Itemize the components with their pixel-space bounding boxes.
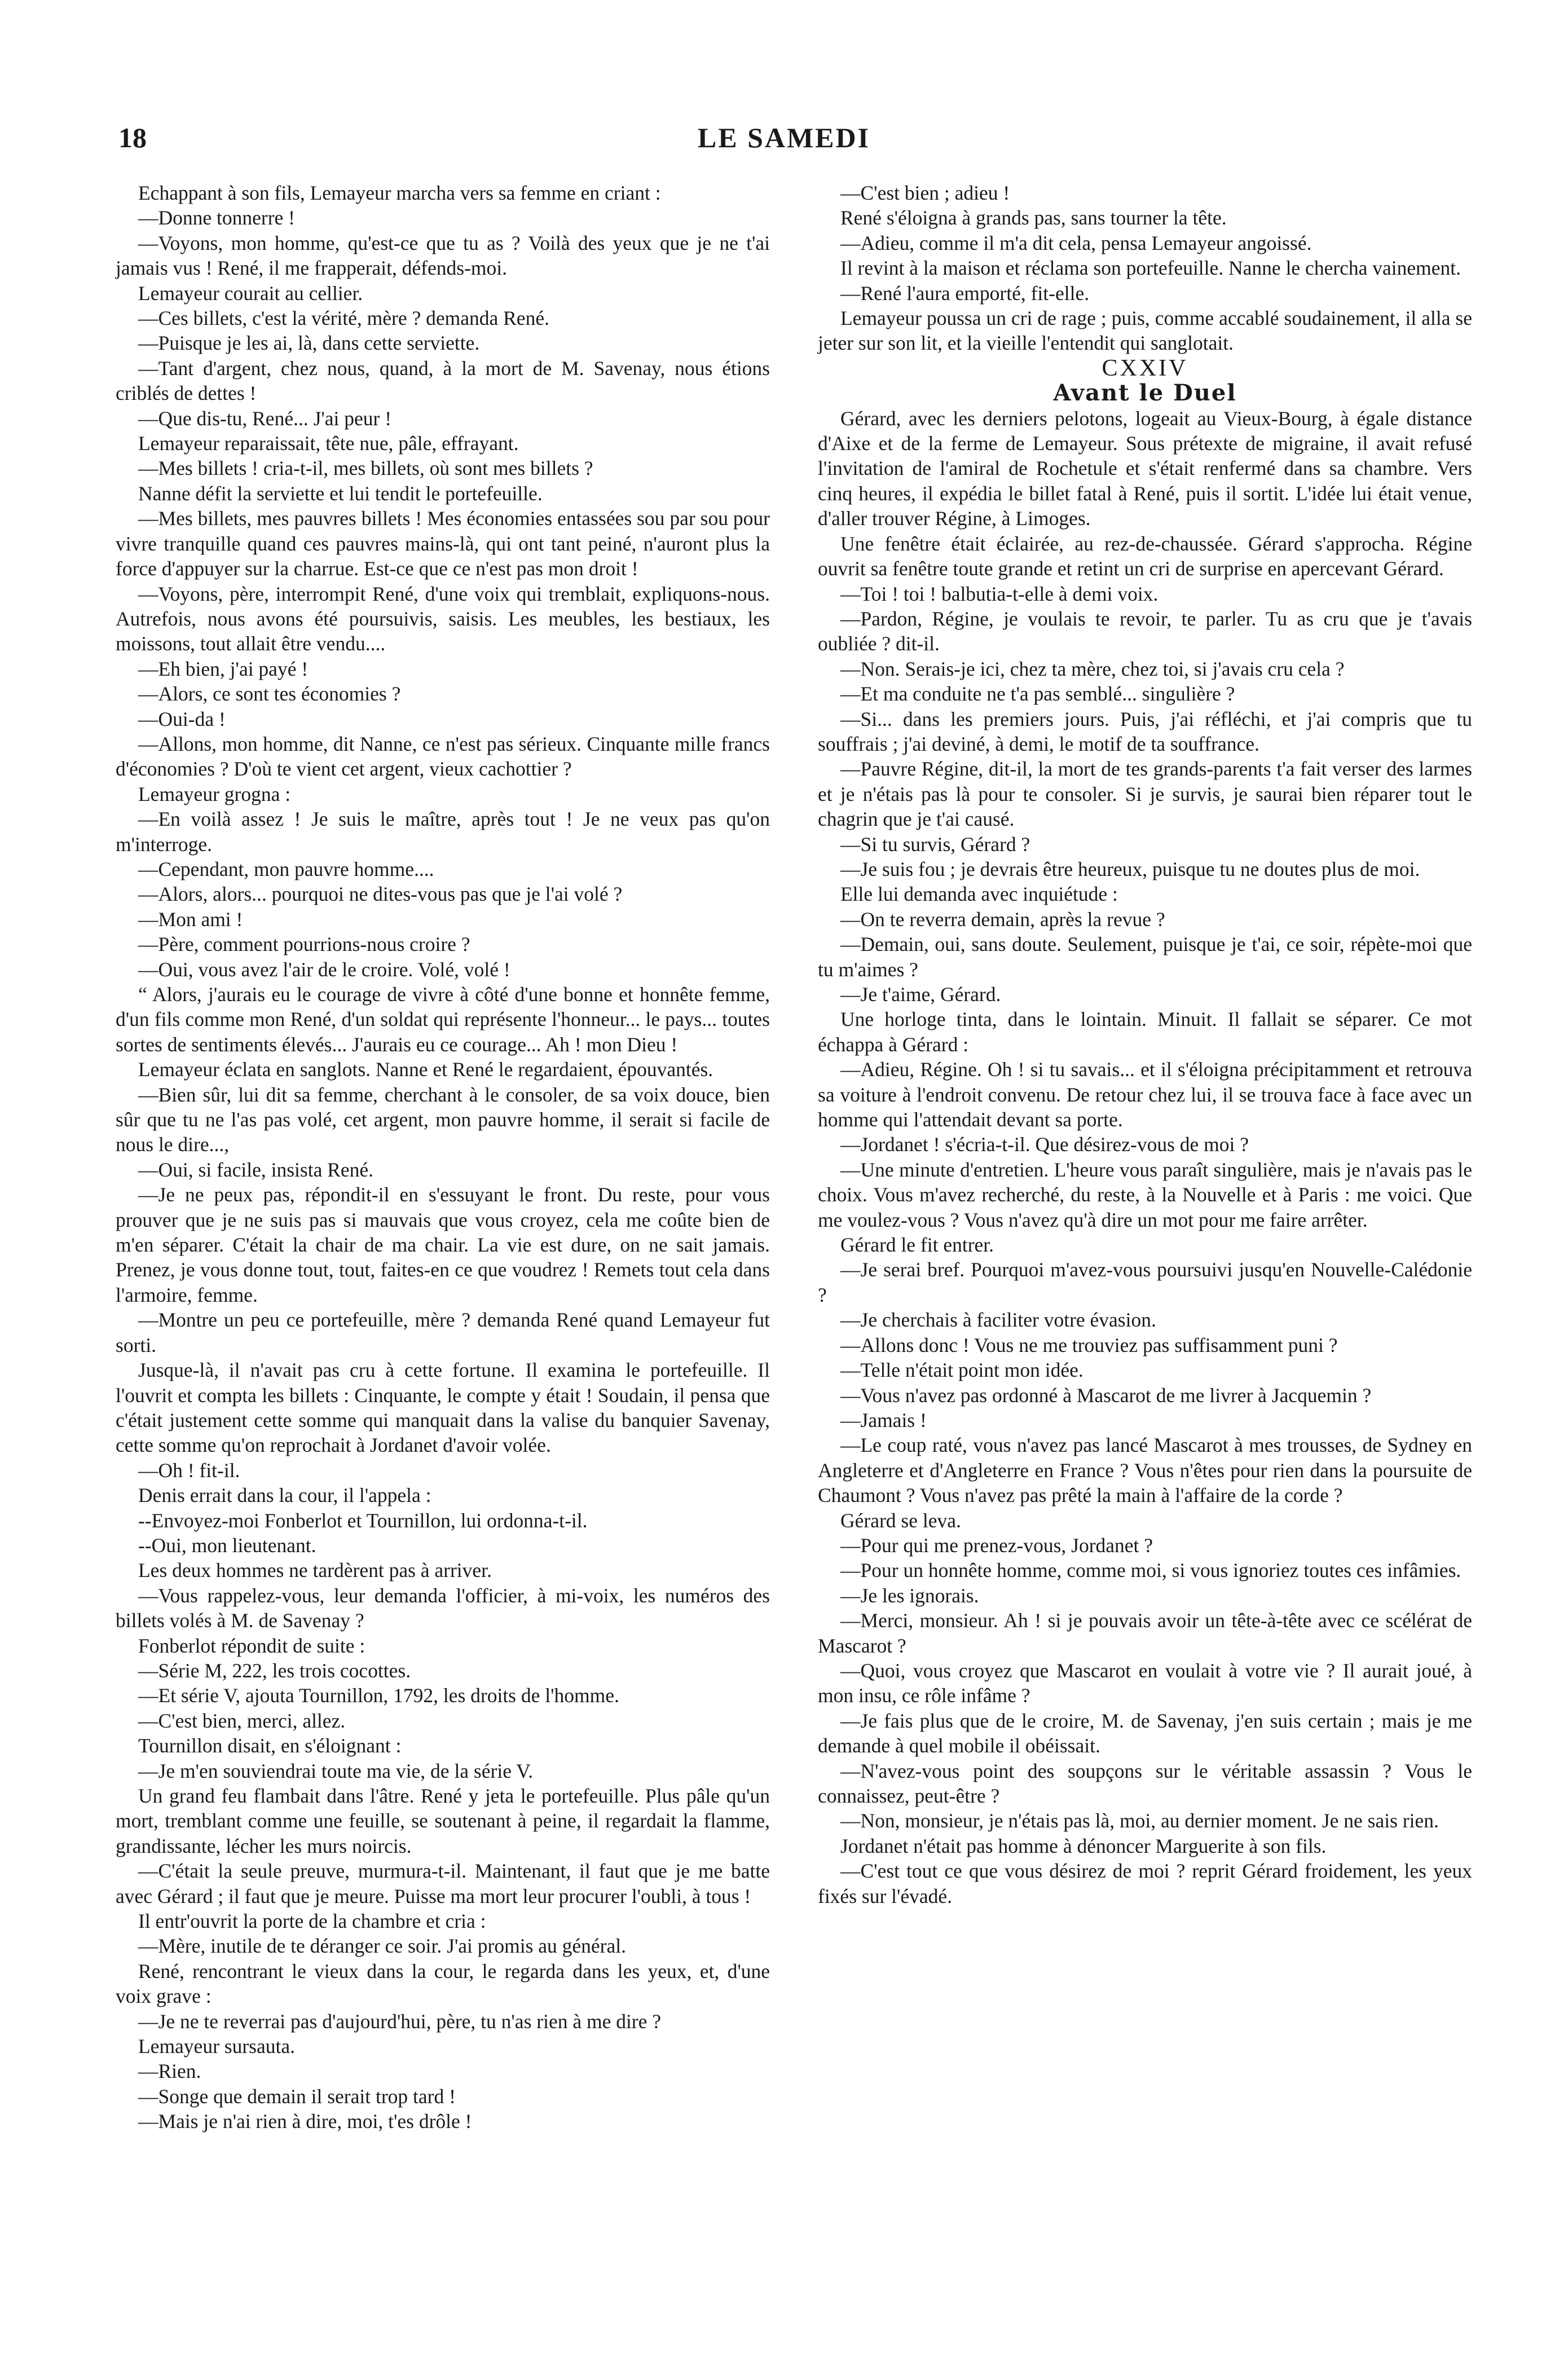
paragraph: —Puisque je les ai, là, dans cette serviette. bbox=[138, 332, 480, 355]
paragraph: —En voilà assez ! Je suis le maître, après tout ! Je ne veux pas qu'on m'interroge. bbox=[116, 808, 770, 856]
paragraph: —Quoi, vous croyez que Mascarot en voulait à votre vie ? Il aurait joué, à mon insu, ce rôle infâme ? bbox=[818, 1659, 1472, 1707]
paragraph: —Songe que demain il serait trop tard ! bbox=[138, 2085, 456, 2108]
paragraph: —Pour qui me prenez-vous, Jordanet ? bbox=[840, 1534, 1153, 1557]
paragraph: Denis errait dans la cour, il l'appela : bbox=[138, 1484, 431, 1507]
paragraph: —Que dis-tu, René... J'ai peur ! bbox=[138, 407, 392, 430]
paragraph: Lemayeur reparaissait, tête nue, pâle, effrayant. bbox=[138, 432, 519, 455]
paragraph: Lemayeur éclata en sanglots. Nanne et René le regardaient, épouvantés. bbox=[138, 1058, 713, 1081]
paragraph: —Eh bien, j'ai payé ! bbox=[138, 657, 309, 680]
right-column-top-text bbox=[818, 180, 1472, 356]
paragraph: Il revint à la maison et réclama son portefeuille. Nanne le chercha vainement. bbox=[840, 257, 1461, 280]
paragraph: —Et ma conduite ne t'a pas semblé... singulière ? bbox=[840, 682, 1235, 706]
paragraph: —Adieu, comme il m'a dit cela, pensa Lemayeur angoissé. bbox=[840, 231, 1312, 254]
paragraph: —Oh ! fit-il. bbox=[138, 1459, 240, 1482]
paragraph: —Et série V, ajouta Tournillon, 1792, les droits de l'homme. bbox=[138, 1684, 619, 1707]
paragraph: —Non, monsieur, je n'étais pas là, moi, au dernier moment. Je ne sais rien. bbox=[840, 1809, 1439, 1832]
paragraph: —Pardon, Régine, je voulais te revoir, te parler. Tu as cru que je t'avais oubliée ? dit-il. bbox=[818, 607, 1472, 655]
paragraph: Gérard, avec les derniers pelotons, logeait au Vieux-Bourg, à égale distance d'Aixe et de la ferme de Lemayeur. Sous prétexte de migraine, il avait refusé l'invitation de l'amiral de Rochetule et s'était renfermé dans sa chambre. Vers cinq heures, il expédia le billet fatal à René, puis il sortit. L'idée lui était venue, d'aller trouver Régine, à Limoges. bbox=[818, 407, 1472, 530]
paragraph: —Je t'aime, Gérard. bbox=[840, 983, 1001, 1006]
paragraph: —C'est bien, merci, allez. bbox=[138, 1709, 346, 1732]
paragraph: Jordanet n'était pas homme à dénoncer Marguerite à son fils. bbox=[840, 1834, 1327, 1857]
paragraph: René s'éloigna à grands pas, sans tourner la tête. bbox=[840, 206, 1227, 230]
paragraph: Gérard le fit entrer. bbox=[840, 1233, 994, 1257]
paragraph: —Jamais ! bbox=[840, 1408, 927, 1431]
paragraph: —Non. Serais-je ici, chez ta mère, chez toi, si j'avais cru cela ? bbox=[840, 657, 1345, 680]
paragraph: —René l'aura emporté, fit-elle. bbox=[840, 281, 1090, 305]
right-column bbox=[818, 180, 1472, 1909]
paragraph: —Je fais plus que de le croire, M. de Savenay, j'en suis certain ; mais je me demande à quel mobile il obéissait. bbox=[818, 1709, 1472, 1757]
paragraph: Fonberlot répondit de suite : bbox=[138, 1634, 365, 1657]
paragraph: —Ces billets, c'est la vérité, mère ? demanda René. bbox=[138, 307, 549, 330]
paragraph: —Je serai bref. Pourquoi m'avez-vous poursuivi jusqu'en Nouvelle-Calédonie ? bbox=[818, 1258, 1472, 1306]
paragraph: --Envoyez-moi Fonberlot et Tournillon, lui ordonna-t-il. bbox=[138, 1509, 588, 1532]
paragraph: Elle lui demanda avec inquiétude : bbox=[840, 883, 1118, 906]
paragraph: —Si... dans les premiers jours. Puis, j'ai réfléchi, et j'ai compris que tu souffrais ; j'ai deviné, à demi, le motif de ta souffrance. bbox=[818, 707, 1472, 755]
paragraph: —Pauvre Régine, dit-il, la mort de tes grands-parents t'a fait verser des larmes et je n'étais pas là pour te consoler. Si je survis, je saurai bien réparer tout le chagrin que je t'ai causé. bbox=[818, 757, 1472, 831]
paragraph: —Je m'en souviendrai toute ma vie, de la série V. bbox=[138, 1759, 534, 1782]
paragraph: —Donne tonnerre ! bbox=[138, 206, 295, 230]
paragraph: —Bien sûr, lui dit sa femme, cherchant à le consoler, de sa voix douce, bien sûr que tu ne l'as pas volé, cet argent, mon pauvre homme, il serait si facile de nous le dire..., bbox=[116, 1083, 770, 1156]
paragraph: —C'était la seule preuve, murmura-t-il. Maintenant, il faut que je me batte avec Gérard ; il faut que je meure. Puisse ma mort leur procurer l'oubli, à tous ! bbox=[116, 1860, 770, 1907]
paragraph: Lemayeur sursauta. bbox=[138, 2035, 295, 2058]
paragraph: --Oui, mon lieutenant. bbox=[138, 1534, 316, 1557]
paragraph: —Je ne peux pas, répondit-il en s'essuyant le front. Du reste, pour vous prouver que je ne suis pas si mauvais que vous croyez, cela me coûte bien de m'en séparer. C'était la chair de ma chair. La vie est dure, on ne sait jamais. Prenez, je vous donne tout, tout, faites-en ce que voudrez ! Remets tout cela dans l'armoire, femme. bbox=[116, 1183, 770, 1306]
paragraph: —Telle n'était point mon idée. bbox=[840, 1359, 1083, 1382]
paragraph: Nanne défit la serviette et lui tendit le portefeuille. bbox=[138, 482, 543, 505]
paragraph: —On te reverra demain, après la revue ? bbox=[840, 907, 1165, 931]
paragraph: —Merci, monsieur. Ah ! si je pouvais avoir un tête-à-tête avec ce scélérat de Mascarot ? bbox=[818, 1609, 1472, 1657]
paragraph: —N'avez-vous point des soupçons sur le véritable assassin ? Vous le connaissez, peut-être ? bbox=[818, 1759, 1472, 1807]
left-column bbox=[116, 180, 770, 2134]
paragraph: —Oui-da ! bbox=[138, 707, 226, 730]
paragraph: Gérard se leva. bbox=[840, 1509, 961, 1532]
paragraph: Jusque-là, il n'avait pas cru à cette fortune. Il examina le portefeuille. Il l'ouvrit et compta les billets : Cinquante, le compte y était ! Soudain, il pensa que c'était justement cette somme qui manquait dans la valise du banquier Savenay, cette somme qu'on reprochait à Jordanet d'avoir volée. bbox=[116, 1359, 770, 1457]
paragraph: —Toi ! toi ! balbutia-t-elle à demi voix. bbox=[840, 582, 1159, 605]
paragraph: —Tant d'argent, chez nous, quand, à la mort de M. Savenay, nous étions criblés de dettes ! bbox=[116, 356, 770, 405]
chapter-title: Avant le Duel bbox=[1053, 380, 1237, 407]
paragraph: —Père, comment pourrions-nous croire ? bbox=[138, 933, 470, 956]
page-number: 18 bbox=[118, 122, 147, 153]
paragraph: —Pour un honnête homme, comme moi, si vous ignoriez toutes ces infâmies. bbox=[840, 1559, 1461, 1582]
chapter-number: CXXIV bbox=[1102, 355, 1188, 381]
paragraph: Lemayeur grogna : bbox=[138, 782, 291, 805]
paragraph: —Oui, vous avez l'air de le croire. Volé, volé ! bbox=[138, 958, 510, 981]
paragraph: René, rencontrant le vieux dans la cour, le regarda dans les yeux, et, d'une voix grave : bbox=[116, 1959, 770, 2008]
paragraph: —Allons, mon homme, dit Nanne, ce n'est pas sérieux. Cinquante mille francs d'économies ? D'où te vient cet argent, vieux cachottier ? bbox=[116, 732, 770, 781]
paragraph: —Oui, si facile, insista René. bbox=[138, 1158, 374, 1181]
paragraph: —Mes billets ! cria-t-il, mes billets, où sont mes billets ? bbox=[138, 457, 593, 480]
paragraph: —Vous n'avez pas ordonné à Mascarot de me livrer à Jacquemin ? bbox=[840, 1384, 1372, 1407]
paragraph: —Rien. bbox=[138, 2060, 201, 2083]
paragraph: —Vous rappelez-vous, leur demanda l'officier, à mi-voix, les numéros des billets volés à M. de Savenay ? bbox=[116, 1584, 770, 1632]
right-column-chapter-text bbox=[818, 406, 1472, 1909]
paragraph: Echappant à son fils, Lemayeur marcha vers sa femme en criant : bbox=[138, 182, 661, 204]
paragraph: —C'est bien ; adieu ! bbox=[840, 182, 1010, 204]
page-header bbox=[118, 121, 1450, 166]
paragraph: Lemayeur poussa un cri de rage ; puis, comme accablé soudainement, il alla se jeter sur son lit, et la vieille l'entendit qui sanglotait. bbox=[818, 307, 1472, 355]
paragraph: —Je suis fou ; je devrais être heureux, puisque tu ne doutes plus de moi. bbox=[840, 857, 1420, 880]
paragraph: —Voyons, père, interrompit René, d'une voix qui tremblait, expliquons-nous. Autrefois, nous avons été poursuivis, saisis. Les meubles, les bestiaux, les moissons, tout allait être vendu.... bbox=[116, 582, 770, 655]
paragraph: Un grand feu flambait dans l'âtre. René y jeta le portefeuille. Plus pâle qu'un mort, tremblant comme une feuille, se soutenant à peine, il regardait la flamme, grandissante, lécher les murs noircis. bbox=[116, 1785, 770, 1857]
paragraph: —Si tu survis, Gérard ? bbox=[840, 832, 1030, 856]
paragraph: —Jordanet ! s'écria-t-il. Que désirez-vous de moi ? bbox=[840, 1133, 1249, 1156]
paragraph: —Voyons, mon homme, qu'est-ce que tu as ? Voilà des yeux que je ne t'ai jamais vus ! René, il me frapperait, défends-moi. bbox=[116, 231, 770, 280]
paragraph: —C'est tout ce que vous désirez de moi ? reprit Gérard froidement, les yeux fixés sur l'évadé. bbox=[818, 1860, 1472, 1907]
paragraph: —Cependant, mon pauvre homme.... bbox=[138, 857, 434, 880]
paragraph: —Mon ami ! bbox=[138, 907, 243, 931]
paragraph: Lemayeur courait au cellier. bbox=[138, 281, 363, 305]
paragraph: Tournillon disait, en s'éloignant : bbox=[138, 1734, 402, 1757]
paragraph: “ Alors, j'aurais eu le courage de vivre à côté d'une bonne et honnête femme, d'un fils comme mon René, d'un soldat qui représente l'honneur... le pays... toutes sortes de sentiments élevés... J'aurais eu ce courage... Ah ! mon Dieu ! bbox=[116, 983, 770, 1056]
paragraph: —Adieu, Régine. Oh ! si tu savais... et il s'éloigna précipitamment et retrouva sa voiture à l'endroit convenu. De retour chez lui, il se trouva face à face avec un homme qui l'attendait devant sa porte. bbox=[818, 1058, 1472, 1131]
paragraph: —Mais je n'ai rien à dire, moi, t'es drôle ! bbox=[138, 2110, 472, 2133]
paragraph: —Mes billets, mes pauvres billets ! Mes économies entassées sou par sou pour vivre tranquille quand ces pauvres mains-là, qui ont tant peiné, n'auront plus la force d'appuyer sur la charrue. Est-ce que ce n'est pas mon droit ! bbox=[116, 507, 770, 580]
paragraph: —Alors, alors... pourquoi ne dites-vous pas que je l'ai volé ? bbox=[138, 883, 623, 906]
paragraph: —Je ne te reverrai pas d'aujourd'hui, père, tu n'as rien à me dire ? bbox=[138, 2010, 662, 2033]
paragraph: —Allons donc ! Vous ne me trouviez pas suffisamment puni ? bbox=[840, 1333, 1338, 1356]
masthead-title: LE SAMEDI bbox=[697, 122, 871, 153]
paragraph: —Une minute d'entretien. L'heure vous paraît singulière, mais je n'avais pas le choix. Vous m'avez recherché, du reste, à la Nouvelle et à Paris : me voici. Que me voulez-vous ? Vous n'avez qu'à dire un mot pour me faire arrêter. bbox=[818, 1158, 1472, 1231]
paragraph: —Le coup raté, vous n'avez pas lancé Mascarot à mes trousses, de Sydney en Angleterre et d'Angleterre en France ? Vous n'êtes pour rien dans la poursuite de Chaumont ? Vous n'avez pas prêté la main à l'affaire de la corde ? bbox=[818, 1434, 1472, 1507]
paragraph: Les deux hommes ne tardèrent pas à arriver. bbox=[138, 1559, 492, 1582]
paragraph: —Série M, 222, les trois cocottes. bbox=[138, 1659, 411, 1682]
paragraph: —Mère, inutile de te déranger ce soir. J'ai promis au général. bbox=[138, 1935, 626, 1958]
paragraph: —Je les ignorais. bbox=[840, 1584, 979, 1607]
paragraph: —Montre un peu ce portefeuille, mère ? demanda René quand Lemayeur fut sorti. bbox=[116, 1309, 770, 1356]
paragraph: Il entr'ouvrit la porte de la chambre et cria : bbox=[138, 1910, 486, 1933]
paragraph: Une horloge tinta, dans le lointain. Minuit. Il fallait se séparer. Ce mot échappa à Gérard : bbox=[818, 1008, 1472, 1056]
paragraph: Une fenêtre était éclairée, au rez-de-chaussée. Gérard s'approcha. Régine ouvrit sa fenêtre toute grande et retint un cri de surprise en apercevant Gérard. bbox=[818, 532, 1472, 580]
paragraph: —Demain, oui, sans doute. Seulement, puisque je t'ai, ce soir, répète-moi que tu m'aimes ? bbox=[818, 933, 1472, 981]
paragraph: —Alors, ce sont tes économies ? bbox=[138, 682, 401, 706]
paragraph: —Je cherchais à faciliter votre évasion. bbox=[840, 1309, 1156, 1332]
